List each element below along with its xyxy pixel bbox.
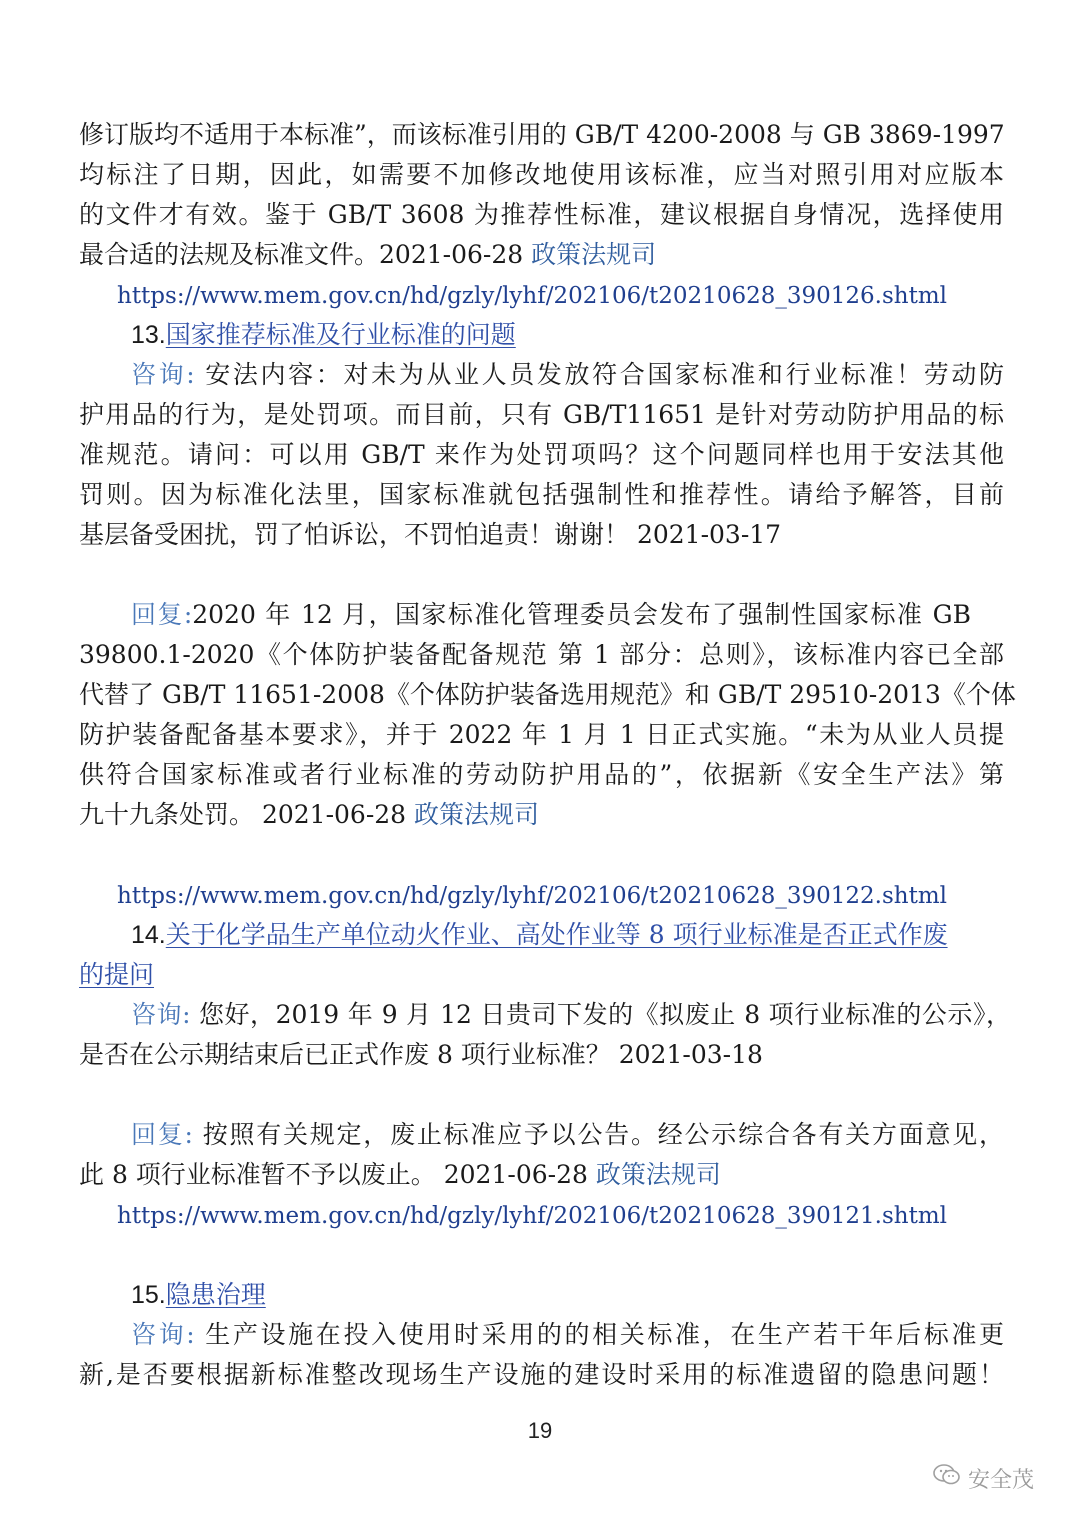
- ask-line: [131, 355, 1004, 395]
- question-number: 13.: [131, 321, 166, 349]
- reply-line: [79, 1155, 1004, 1195]
- date-text: 九十九条处罚。 2021-06-28: [79, 800, 415, 829]
- question-heading: [131, 1275, 1011, 1315]
- department-label: 政策法规司: [595, 1160, 721, 1189]
- department-label: 政策法规司: [414, 800, 540, 829]
- question-heading-cont: [79, 955, 1004, 995]
- department-label: 政策法规司: [531, 240, 657, 269]
- ask-text: 安法内容：对未为从业人员发放符合国家标准和行业标准！劳动防: [205, 360, 1004, 389]
- ask-label: 咨询:: [131, 1320, 206, 1349]
- ask-line: 是否在公示期结束后已正式作废 8 项行业标准？ 2021-03-18: [79, 1040, 763, 1069]
- ask-text: 生产设施在投入使用时采用的的相关标准，在生产若干年后标准更: [205, 1320, 1004, 1349]
- ask-label: 咨询:: [131, 1000, 199, 1029]
- reply-line: [131, 1115, 1004, 1155]
- ask-line: [131, 1315, 1004, 1355]
- ask-text: 您好，2019 年 9 月 12 日贵司下发的《拟废止 8 项行业标准的公示》，: [198, 1000, 1011, 1029]
- reply-line: [131, 595, 971, 635]
- reply-label: 回复:: [131, 600, 193, 629]
- reply-text: 2020 年 12 月，国家标准化管理委员会发布了强制性国家标准 GB: [192, 600, 971, 629]
- source-link[interactable]: https://www.mem.gov.cn/hd/gzly/lyhf/202106/t20210628_390126.shtml: [117, 283, 947, 309]
- reply-label: 回复:: [131, 1120, 203, 1149]
- page-number: 19: [527, 1418, 553, 1443]
- ask-line: [131, 995, 1011, 1035]
- question-number: 14.: [131, 921, 166, 949]
- ask-line: 准规范。请问：可以用 GB/T 来作为处罚项吗？这个问题同样也用于安法其他: [79, 440, 1004, 469]
- paragraph-line: [79, 235, 1004, 275]
- ask-line: 新,是否要根据新标准整改现场生产设施的建设时采用的标准遗留的隐患问题！: [79, 1360, 1004, 1389]
- reply-text: 按照有关规定，废止标准应予以公告。经公示综合各有关方面意见，: [202, 1120, 1004, 1149]
- question-number: 15.: [131, 1281, 166, 1309]
- wechat-icon: [932, 1462, 962, 1494]
- question-heading: [131, 915, 1011, 955]
- source-link[interactable]: https://www.mem.gov.cn/hd/gzly/lyhf/202106/t20210628_390121.shtml: [117, 1203, 947, 1229]
- date-text: 最合适的法规及标准文件。2021-06-28: [79, 240, 532, 269]
- date-text: 此 8 项行业标准暂不予以废止。 2021-06-28: [79, 1160, 596, 1189]
- ask-label: 咨询:: [131, 360, 206, 389]
- question-title-link[interactable]: 的提问: [79, 960, 155, 989]
- ask-line: 护用品的行为，是处罚项。而目前，只有 GB/T11651 是针对劳动防护用品的标: [79, 400, 1004, 429]
- reply-line: [79, 795, 1004, 835]
- ask-line: 罚则。因为标准化法里，国家标准就包括强制性和推荐性。请给予解答，目前: [79, 480, 1004, 509]
- ask-line: 基层备受困扰，罚了怕诉讼，不罚怕追责！谢谢！ 2021-03-17: [79, 520, 782, 549]
- reply-line: 39800.1-2020《个体防护装备配备规范 第 1 部分：总则》，该标准内容已全部: [79, 640, 1004, 669]
- question-title-link[interactable]: 隐患治理: [165, 1280, 266, 1309]
- question-title-link[interactable]: 关于化学品生产单位动火作业、高处作业等 8 项行业标准是否正式作废: [165, 920, 948, 949]
- reply-line: 代替了 GB/T 11651-2008《个体防护装备选用规范》和 GB/T 29510-2013《个体: [79, 680, 1016, 709]
- wechat-watermark: [932, 1458, 1034, 1498]
- paragraph-line: 均标注了日期，因此，如需要不加修改地使用该标准，应当对照引用对应版本: [79, 160, 1004, 189]
- question-heading: [131, 315, 1011, 355]
- watermark-text: 安全茂: [968, 1467, 1035, 1493]
- reply-line: 防护装备配备基本要求》，并于 2022 年 1 月 1 日正式实施。“未为从业人员提: [79, 720, 1004, 749]
- paragraph-line: 的文件才有效。鉴于 GB/T 3608 为推荐性标准，建议根据自身情况，选择使用: [79, 200, 1004, 229]
- source-link[interactable]: https://www.mem.gov.cn/hd/gzly/lyhf/202106/t20210628_390122.shtml: [117, 883, 947, 909]
- paragraph-line: 修订版均不适用于本标准”，而该标准引用的 GB/T 4200-2008 与 GB 3869-1997: [79, 120, 1005, 149]
- reply-line: 供符合国家标准或者行业标准的劳动防护用品的”，依据新《安全生产法》第: [79, 760, 1004, 789]
- question-title-link[interactable]: 国家推荐标准及行业标准的问题: [165, 320, 516, 349]
